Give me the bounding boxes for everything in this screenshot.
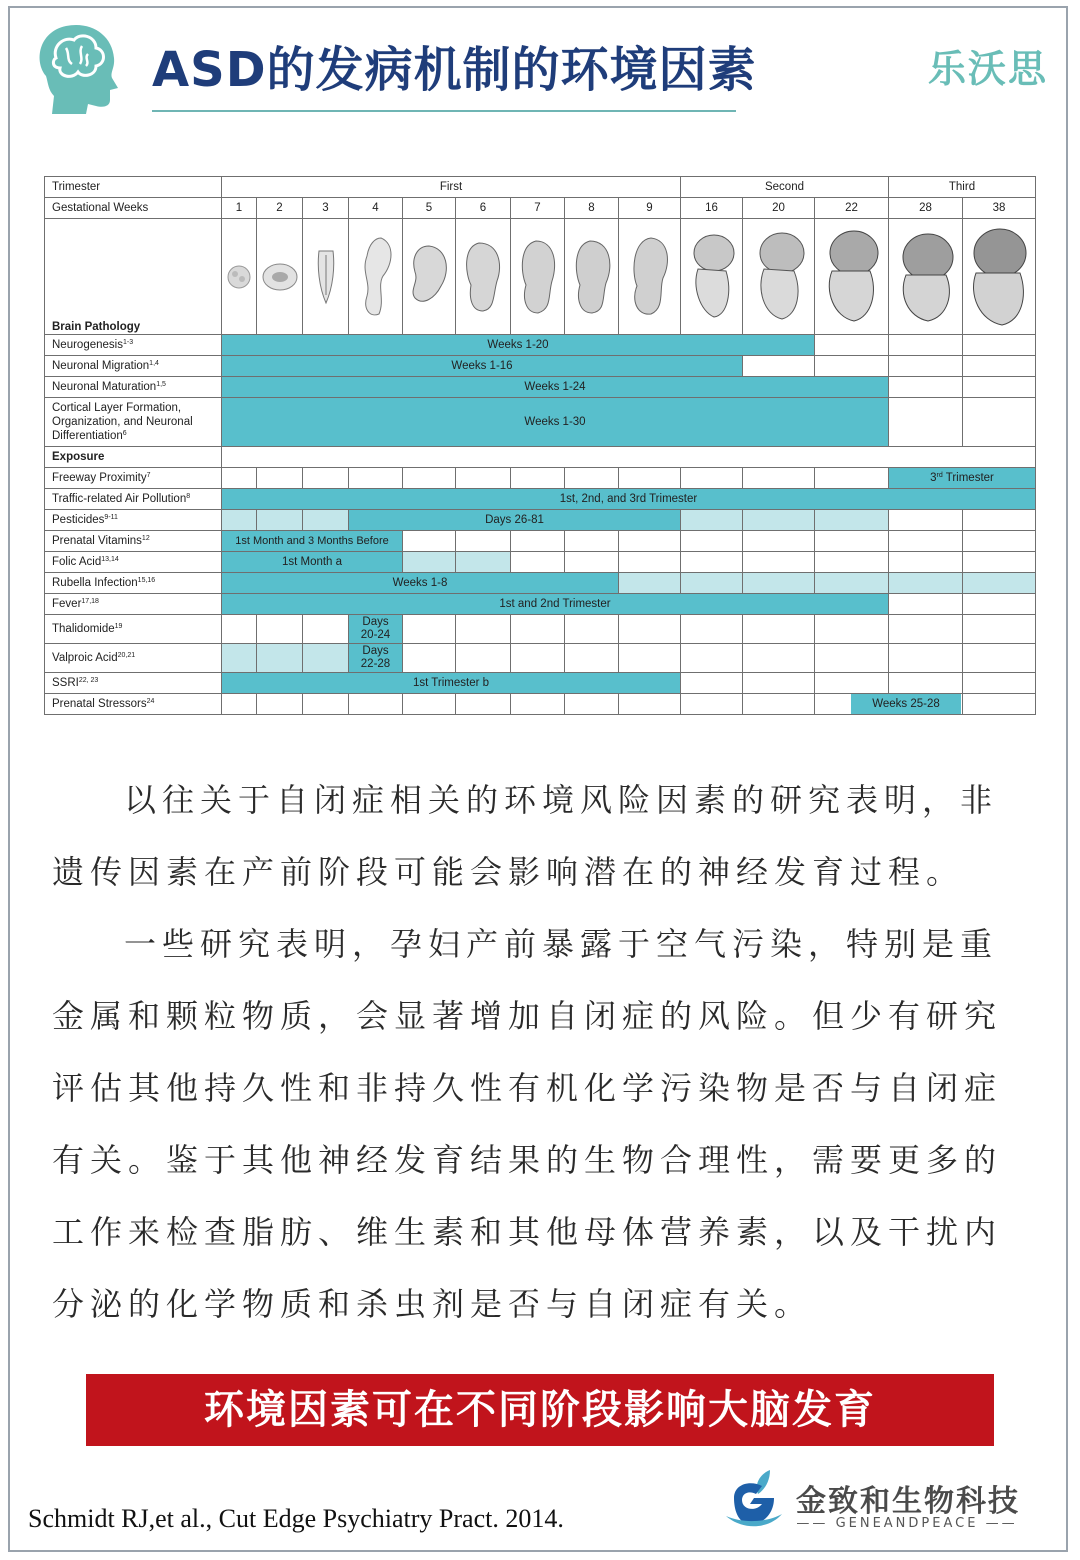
bar-thalidomide: Days 20-24 [349, 615, 403, 644]
row-label-fever: Fever$^{17,18}$ [45, 594, 222, 615]
bar-pesticides: Days 26-81 [349, 510, 681, 531]
table-row [45, 694, 1036, 715]
brain-pathology-section: Brain Pathology [45, 219, 222, 335]
table-row [45, 356, 1036, 377]
bar-freeway: 3rd Trimester [889, 468, 1036, 489]
brand-name: 乐沃思 [928, 47, 1049, 91]
week-cell: 38 [963, 198, 1036, 219]
embryo-week9-icon [625, 234, 675, 320]
week-cell: 6 [456, 198, 511, 219]
table-row [45, 489, 1036, 510]
bar-stressors: Weeks 25-28 [851, 694, 961, 714]
embryo-cell [619, 219, 681, 335]
bar-traffic: 1st, 2nd, and 3rd Trimester [222, 489, 1036, 510]
citation: Schmidt RJ,et al., Cut Edge Psychiatry Pract. 2014. [28, 1504, 564, 1533]
bar-valproic: Days 22-28 [349, 644, 403, 673]
bar-neurogenesis: Weeks 1-20 [222, 335, 815, 356]
embryo-cell [222, 219, 257, 335]
row-label-valproic: Valproic Acid$^{20,21}$ [45, 644, 222, 673]
trimester-second: Second [681, 177, 889, 198]
table-row [45, 594, 1036, 615]
embryo-cell [889, 219, 963, 335]
row-label-traffic: Traffic-related Air Pollution$^8$ [45, 489, 222, 510]
table-row [45, 552, 1036, 573]
week-cell: 20 [743, 198, 815, 219]
trimester-row [45, 177, 1036, 198]
week-cell: 9 [619, 198, 681, 219]
weeks-header: Gestational Weeks [45, 198, 222, 219]
row-label-stressors: Prenatal Stressors$^{24}$ [45, 694, 222, 715]
row-label-cortical: Cortical Layer Formation, Organization, and Neuronal Differentiation$^6$ [45, 398, 222, 447]
embryo-week2-icon [260, 257, 300, 297]
table-row [45, 377, 1036, 398]
table-row [45, 398, 1036, 447]
table-row [45, 673, 1036, 694]
embryo-cell [511, 219, 565, 335]
trimester-third: Third [889, 177, 1036, 198]
table-row [45, 644, 1036, 673]
embryo-cell [743, 219, 815, 335]
company-logo-icon [720, 1464, 790, 1534]
title-underline [152, 110, 736, 112]
row-label-thalidomide: Thalidomide$^{19}$ [45, 615, 222, 644]
embryo-cell [303, 219, 349, 335]
key-message-banner: 环境因素可在不同阶段影响大脑发育 [86, 1374, 994, 1446]
fetus-week16-icon [684, 231, 740, 323]
bar-ssri: 1st Trimester b [222, 673, 681, 694]
trimester-header: Trimester [45, 177, 222, 198]
embryo-cell [815, 219, 889, 335]
weeks-row [45, 198, 1036, 219]
embryo-cell [963, 219, 1036, 335]
trimester-first: First [222, 177, 681, 198]
exposure-section: Exposure [45, 447, 222, 468]
bar-cortical: Weeks 1-30 [222, 398, 889, 447]
table-row [45, 531, 1036, 552]
embryo-cell [257, 219, 303, 335]
week-cell: 3 [303, 198, 349, 219]
week-cell: 7 [511, 198, 565, 219]
week-cell: 1 [222, 198, 257, 219]
fetus-week22-icon [820, 227, 884, 327]
embryo-image-row [45, 219, 1036, 335]
row-label-ssri: SSRI$^{22, 23}$ [45, 673, 222, 694]
paragraph-1: 以往关于自闭症相关的环境风险因素的研究表明，非遗传因素在产前阶段可能会影响潜在的神经发育过程。 [52, 781, 999, 891]
embryo-cell [403, 219, 456, 335]
table-row [45, 573, 1036, 594]
embryo-week4-icon [355, 234, 397, 320]
company-english-name: —— GENEANDPEACE —— [796, 1516, 1018, 1531]
bar-stressors-cell [815, 694, 963, 715]
embryo-cell [349, 219, 403, 335]
row-label-maturation: Neuronal Maturation$^{1,5}$ [45, 377, 222, 398]
paragraph-2: 一些研究表明，孕妇产前暴露于空气污染，特别是重金属和颗粒物质，会显著增加自闭症的风险。但少有研究评估其他持久性和非持久性有机化学污染物是否与自闭症有关。鉴于其他神经发育结果的生物合理性，需要更多的工作来检查脂肪、维生素和其他母体营养素，以及干扰内分泌的化学物质和杀虫剂是否与自闭症有关。 [52, 925, 1003, 1323]
table-row [45, 615, 1036, 644]
bar-maturation: Weeks 1-24 [222, 377, 889, 398]
company-name: 金致和生物科技 [796, 1484, 1020, 1519]
page-title: ASD的发病机制的环境因素 [152, 42, 757, 98]
embryo-cell [565, 219, 619, 335]
embryo-cell [456, 219, 511, 335]
row-label-folic: Folic Acid$^{13,14}$ [45, 552, 222, 573]
embryo-week3-icon [313, 247, 339, 307]
brain-head-logo-icon [26, 18, 122, 114]
embryo-week5-icon [405, 242, 453, 312]
week-cell: 5 [403, 198, 456, 219]
embryo-week6-icon [459, 239, 507, 315]
bar-fever: 1st and 2nd Trimester [222, 594, 889, 615]
embryo-week7-icon [514, 237, 562, 317]
row-label-freeway: Freeway Proximity$^7$ [45, 468, 222, 489]
row-label-migration: Neuronal Migration$^{1,4}$ [45, 356, 222, 377]
row-label-vitamins: Prenatal Vitamins$^{12}$ [45, 531, 222, 552]
bar-migration: Weeks 1-16 [222, 356, 743, 377]
embryo-cell [681, 219, 743, 335]
week-cell: 8 [565, 198, 619, 219]
bar-rubella: Weeks 1-8 [222, 573, 619, 594]
row-label-rubella: Rubella Infection$^{15,16}$ [45, 573, 222, 594]
week-cell: 4 [349, 198, 403, 219]
exposure-section-row [45, 447, 1036, 468]
bar-folic: 1st Month a [222, 552, 403, 573]
embryo-week1-icon [225, 263, 253, 291]
week-cell: 28 [889, 198, 963, 219]
week-cell: 22 [815, 198, 889, 219]
row-label-pesticides: Pesticides$^{9-11}$ [45, 510, 222, 531]
fetus-week20-icon [750, 229, 808, 325]
row-label-neurogenesis: Neurogenesis$^{1-3}$ [45, 335, 222, 356]
week-cell: 16 [681, 198, 743, 219]
week-cell: 2 [257, 198, 303, 219]
table-row [45, 335, 1036, 356]
neurodevelopment-exposure-table [44, 176, 1036, 715]
bar-vitamins: 1st Month and 3 Months Before [222, 531, 403, 552]
fetus-week38-icon [966, 225, 1032, 329]
fetus-week28-icon [894, 229, 958, 325]
table-row [45, 468, 1036, 489]
table-row [45, 510, 1036, 531]
embryo-week8-icon [568, 237, 616, 317]
